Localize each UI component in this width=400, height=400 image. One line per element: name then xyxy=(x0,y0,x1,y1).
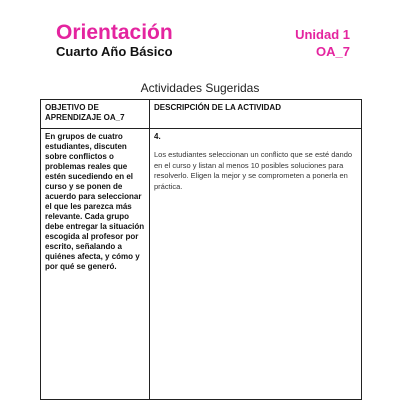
objective-code: OA_7 xyxy=(316,44,350,59)
objective-text: En grupos de cuatro estudiantes, discuten sobre conflictos o problemas reales que estén sucediendo en el curso y se ponen de acuerdo para seleccionar el que les parezca más relevante. Cada grupo debe entregar la situación escogida al profesor por escrito, señalando a quiénes afecta, y cómo y por qué se generó. xyxy=(41,129,150,400)
activity-number: 4. xyxy=(154,132,161,141)
activity-table xyxy=(40,99,362,400)
activity-cell xyxy=(150,129,362,400)
description-column-header: DESCRIPCIÓN DE LA ACTIVIDAD xyxy=(150,100,362,129)
unit-label: Unidad 1 xyxy=(295,27,350,42)
section-title: Actividades Sugeridas xyxy=(140,81,260,95)
activity-description: Los estudiantes seleccionan un conflicto que se esté dando en el curso y listan al menos 10 posibles soluciones para resolverlo. Eligen la mejor y se comprometen a ponerla en práctica. xyxy=(154,150,353,191)
table-row xyxy=(41,129,362,400)
grade-level: Cuarto Año Básico xyxy=(56,44,173,59)
objective-column-header: OBJETIVO DE APRENDIZAJE OA_7 xyxy=(41,100,150,129)
subject-title: Orientación xyxy=(56,21,173,44)
table-header-row xyxy=(41,100,362,129)
